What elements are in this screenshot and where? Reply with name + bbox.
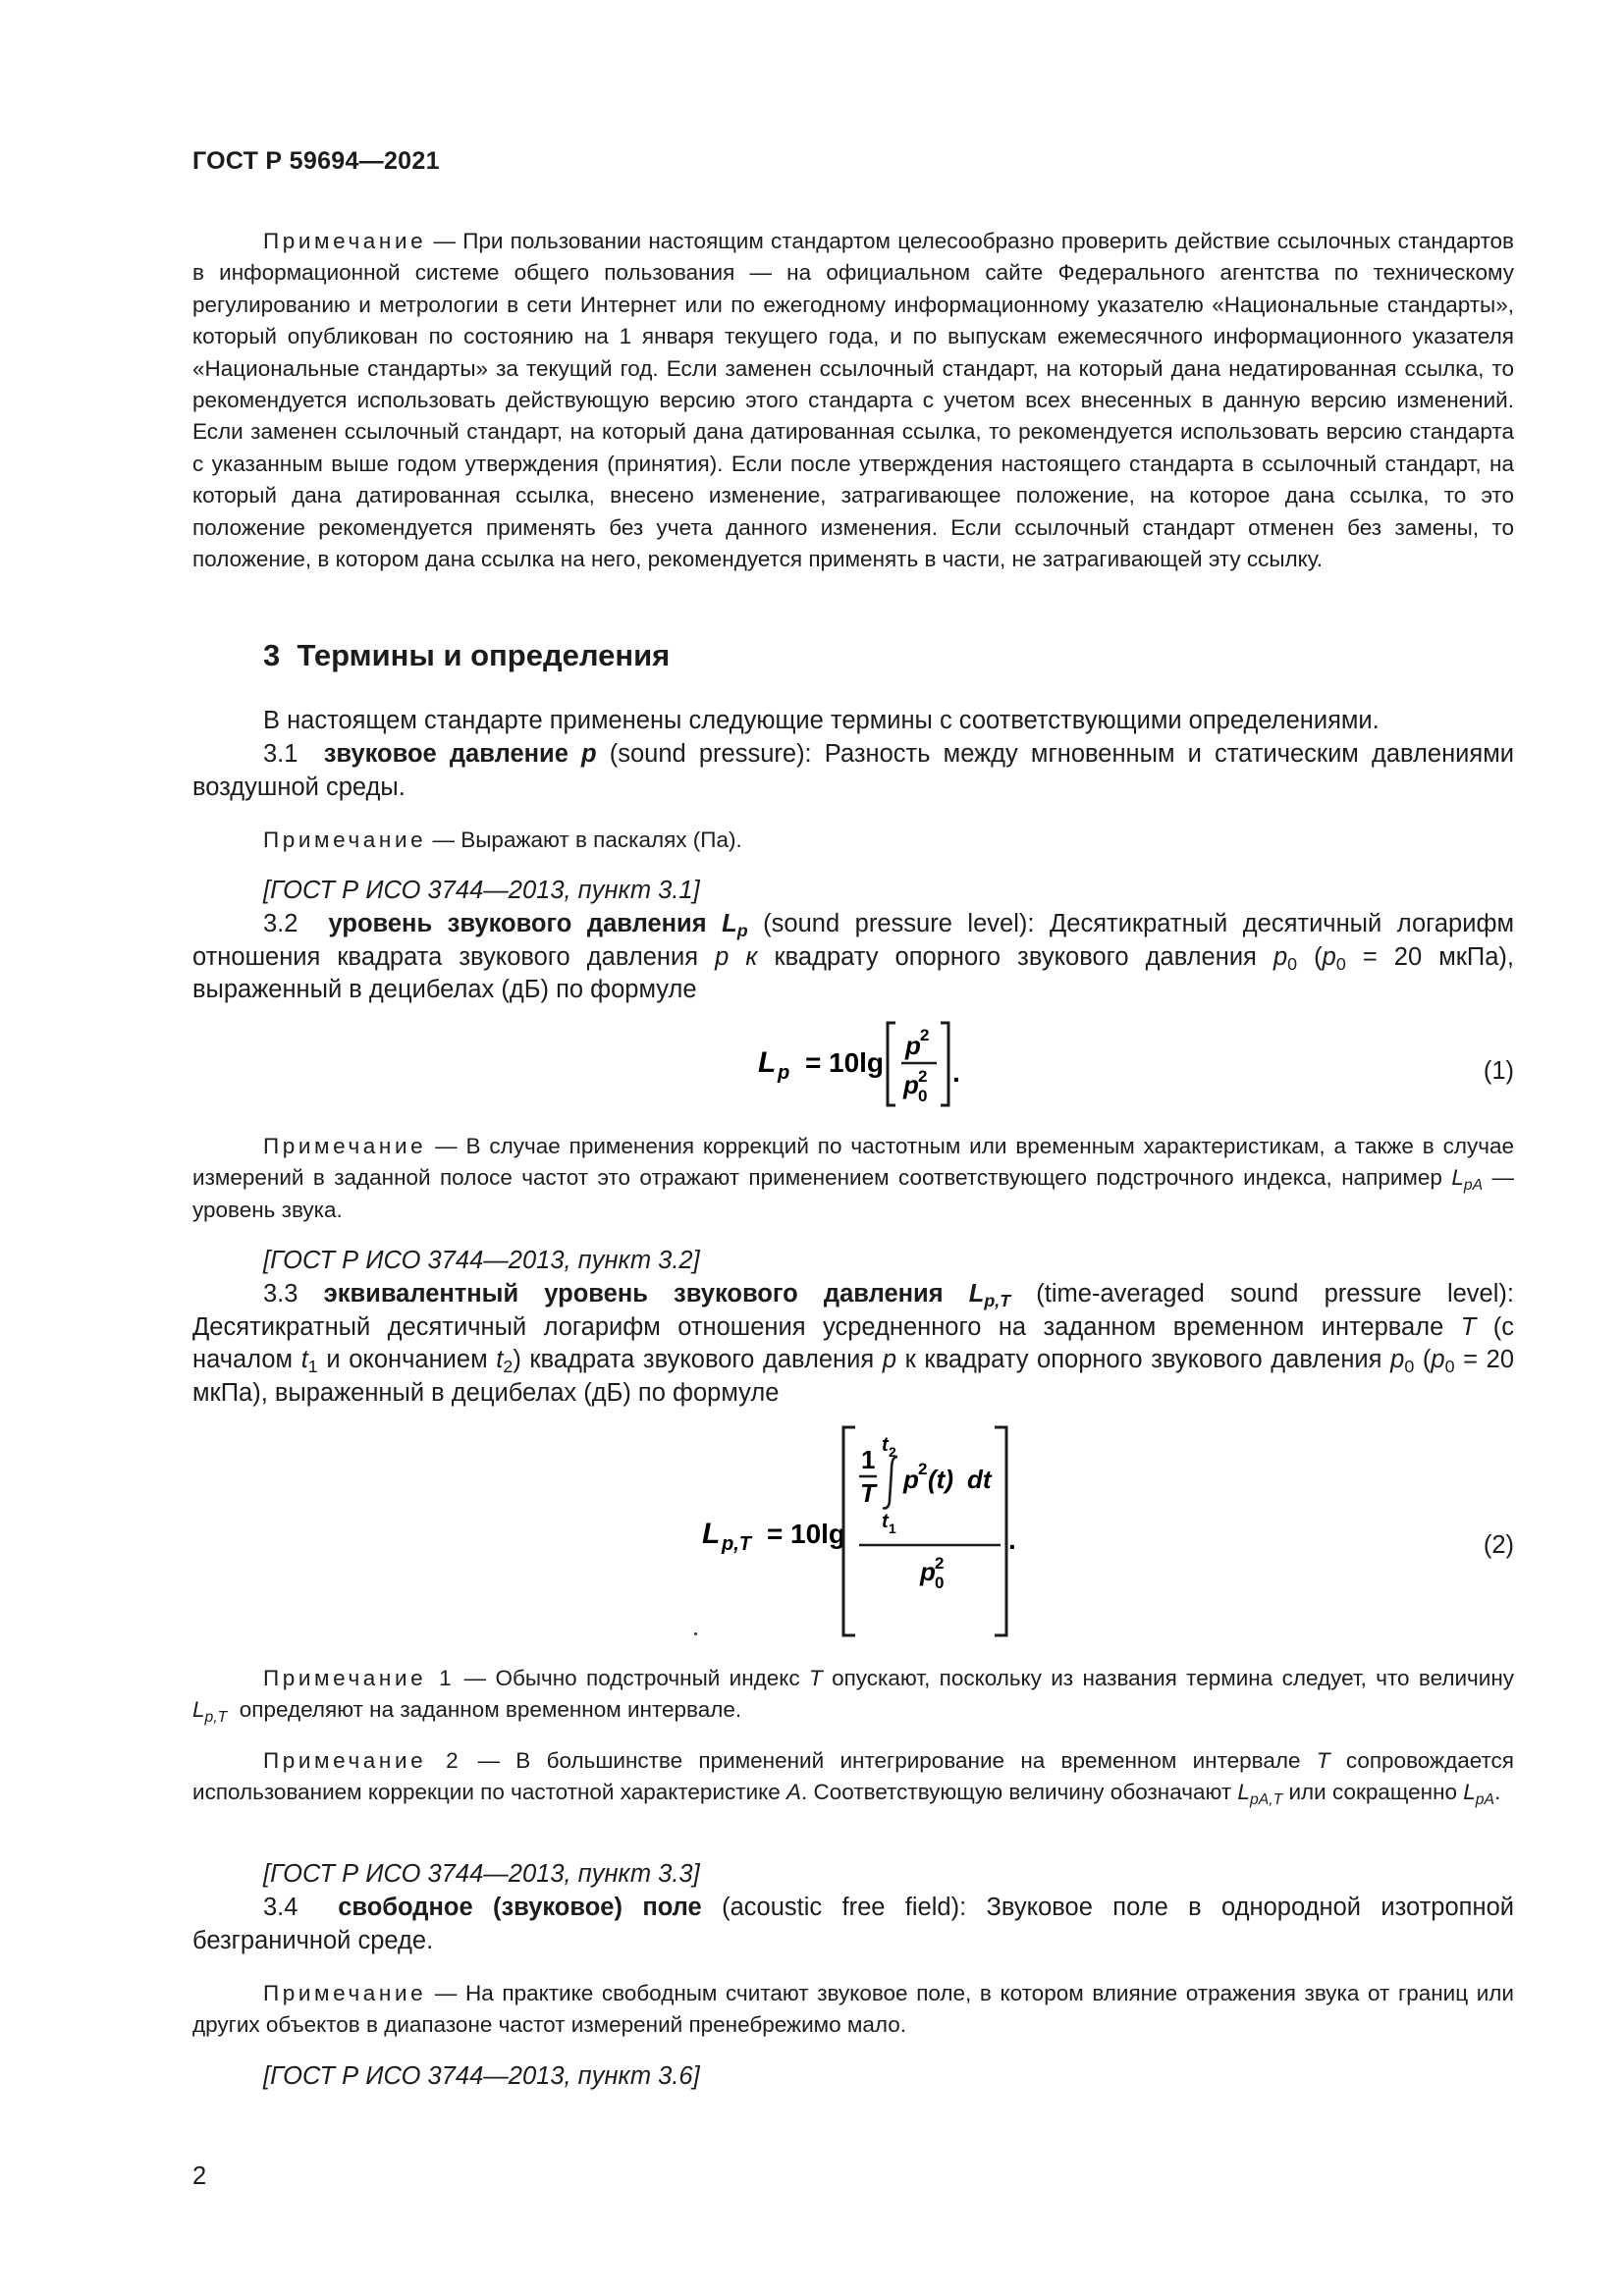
formula-1 [756,1017,982,1116]
term-name: уровень звукового давления [328,910,707,937]
formula-2-den-sup: 2 [935,1554,945,1573]
formula-1-den-sup: 2 [918,1067,928,1086]
formula-1-svg [756,1017,982,1111]
formula-2-lower-limit-sub: 1 [889,1521,896,1536]
formula-2-upper-limit-sub: 2 [889,1444,896,1460]
formula-1-L-sub: p [778,1062,790,1084]
term-3-2-note: Примечание — В случае применения коррекций по частотным или временным характеристикам, а также в случае измерений в заданной полосе частот это отражают применением соответствующего подстрочного индекса, например $L_{pA}$ — уровень звука. [192,1134,1514,1222]
section-title: 3 Термины и определения [263,638,671,672]
note-label: Примечание [263,229,427,253]
citation-3-2: [ГОСТ Р ИСО 3744—2013, пункт 3.2] [263,1247,700,1274]
formula-1-right-bracket [941,1023,948,1105]
citation-3-1: [ГОСТ Р ИСО 3744—2013, пункт 3.1] [263,877,700,904]
formula-2-end: . [1008,1524,1016,1555]
formula-1-L: L [758,1046,777,1079]
formula-2-upper-limit: t [882,1434,889,1456]
formula-2 [700,1423,1024,1646]
document-code-header: ГОСТ Р 59694—2021 [192,147,440,175]
formula-2-T: T [860,1478,876,1508]
term-3-4: 3.4 свободное (звуковое) поле (acoustic free field): Звуковое поле в однородной изотропной безграничной среде. [192,1894,1514,1954]
scan-speck [694,1632,697,1635]
term-name: эквивалентный уровень звукового давления [323,1280,944,1308]
formula-2-integral-sign [883,1457,897,1509]
term-3-2: 3.2 уровень звукового давления $L_p$ (sound pressure level): Десятикратный десятичный логарифм отношения квадрата звукового давления p к квадрату опорного звукового давления $p_0$ ($p_0 = 20$ мкПа), выраженный в децибелах (дБ) по формуле [192,910,1515,1003]
intro-note-text: При пользовании настоящим стандартом целесообразно проверить действие ссылочных стандартов в информационной системе общего пользования — на официальном сайте Федерального агентства по техническому регулированию и метрологии в сети Интернет или по ежегодному информационному указателю «Национальные стандарты», который опубликован по состоянию на 1 января текущего года, и по выпускам ежемесячного информационного указателя «Национальные стандарты» за текущий год. Если заменен ссылочный стандарт, на который дана недатированная ссылка, то рекомендуется использовать действующую версию этого стандарта с учетом всех внесенных в данную версию изменений. Если заменен ссылочный стандарт, на который дана датированная ссылка, то рекомендуется использовать версию стандарта с указанным выше годом утверждения (принятия). Если после утверждения настоящего стандарта в ссылочный стандарт, на который дана датированная ссылка, внесено изменение, затрагивающее положение, на которое дана ссылка, то это положение рекомендуется применять без учета данного изменения. Если ссылочный стандарт отменен без замены, то положение, в котором дана ссылка на него, рекомендуется применять в части, не затрагивающей эту ссылку. [192,229,1514,572]
term-3-1: 3.1 звуковое давление p (sound pressure): Разность между мгновенным и статическим давлениями воздушной среды. [192,740,1514,801]
formula-2-integrand: p [903,1465,919,1494]
formula-2-eq: = [767,1519,784,1549]
term-3-3-note-1: Примечание 1 — Обычно подстрочный индекс T опускают, поскольку из названия термина следует, что величину $L_{p,T}$ определяют на заданном временном интервале. [192,1666,1514,1727]
term-3-4-note: Примечание — На практике свободным считают звуковое поле, в котором влияние отражения звука от границ или других объектов в диапазоне частот измерений пренебрежимо мало. [192,1981,1514,2038]
formula-1-den-sub: 0 [918,1087,928,1105]
formula-1-coef: 10lg [829,1047,885,1078]
formula-2-L: L [702,1518,721,1550]
term-3-3-note-2: Примечание 2 — В большинстве применений интегрирование на временном интервале T сопровождается использованием коррекции по частотной характеристике A. Соответствующую величину обозначают $L_{pA,T}$ или сокращенно $L_{pA}$. [192,1748,1514,1809]
formula-2-argument: (t) [928,1465,953,1494]
citation-3-4: [ГОСТ Р ИСО 3744—2013, пункт 3.6] [263,2062,700,2090]
term-name: звуковое давление [323,740,568,768]
formula-2-svg [700,1423,1024,1641]
formula-1-num: p [905,1031,921,1060]
formula-2-lower-limit: t [882,1511,889,1532]
formula-2-den-sub: 0 [935,1574,945,1592]
term-name: свободное (звуковое) поле [338,1894,702,1921]
formula-2-den: p [920,1557,936,1586]
intro-note: Примечание — При пользовании настоящим стандартом целесообразно проверить действие ссылочных стандартов в информационной системе общего пользования — на официальном сайте Федерального агентства по техническому регулированию и метрологии в сети Интернет или по ежегодному информационному указателю «Национальные стандарты», который опубликован по состоянию на 1 января текущего года, и по выпускам ежемесячного информационного указателя «Национальные стандарты» за текущий год. Если заменен ссылочный стандарт, на который дана недатированная ссылка, то рекомендуется использовать действующую версию этого стандарта с учетом всех внесенных в данную версию изменений. Если заменен ссылочный стандарт, на который дана датированная ссылка, то рекомендуется использовать версию стандарта с указанным выше годом утверждения (принятия). Если после утверждения настоящего стандарта в ссылочный стандарт, на который дана датированная ссылка, внесено изменение, затрагивающее положение, на которое дана ссылка, то это положение рекомендуется применять без учета данного изменения. Если ссылочный стандарт отменен без замены, то положение, в котором дана ссылка на него, рекомендуется применять в части, не затрагивающей эту ссылку. [192,229,1514,572]
formula-1-eq: = [805,1047,822,1078]
page-number: 2 [192,2163,207,2190]
formula-1-num-sup: 2 [920,1026,930,1044]
formula-2-one: 1 [861,1445,876,1474]
term-3-3: 3.3 эквивалентный уровень звукового давления $L_{p,T}$ (time-averaged sound pressure level): Десятикратный десятичный логарифм отношения усредненного на заданном временном интервале T (с началом $t_1$ и окончанием $t_2$) квадрата звукового давления p к квадрату опорного звукового давления $p_0$ ($p_0 = 20$ мкПа), выраженный в децибелах (дБ) по формуле [192,1280,1515,1407]
formula-2-right-bracket [995,1427,1006,1635]
formula-2-coef: 10lg [790,1519,846,1549]
formula-1-den: p [903,1070,919,1099]
formula-2-integrand-sup: 2 [918,1460,928,1478]
formula-1-end: . [952,1057,960,1088]
formula-2-dt: dt [967,1465,992,1494]
formula-1-left-bracket [888,1023,895,1105]
equation-number-1: (1) [1483,1057,1514,1085]
section-intro: В настоящем стандарте применены следующие термины с соответствующими определениями. [263,707,1380,734]
citation-3-3: [ГОСТ Р ИСО 3744—2013, пункт 3.3] [263,1860,700,1888]
equation-number-2: (2) [1483,1531,1514,1559]
formula-2-L-sub: p,T [722,1533,751,1555]
term-3-1-note: Примечание — Выражают в паскалях (Па). [263,828,742,852]
